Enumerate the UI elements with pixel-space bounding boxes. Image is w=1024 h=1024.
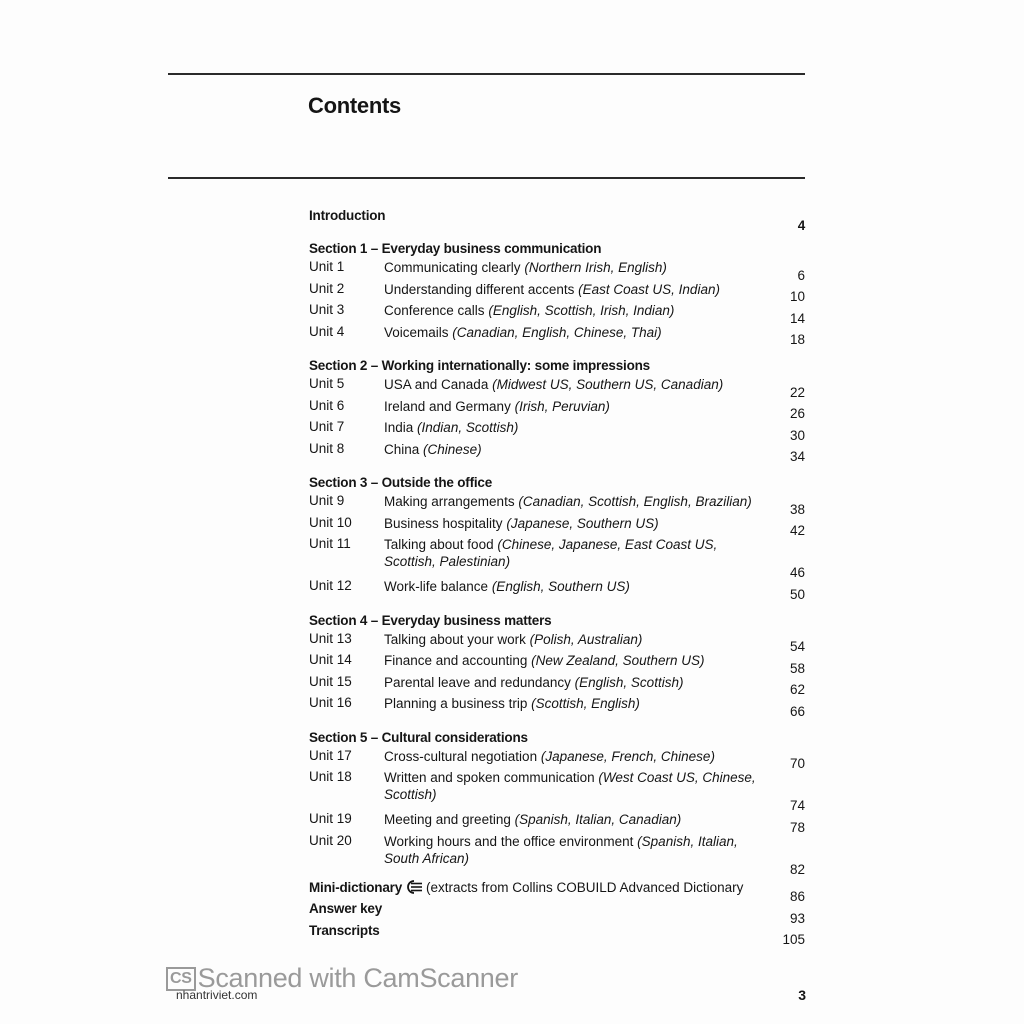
toc-unit-row bbox=[309, 747, 809, 769]
unit-label: Unit 8 bbox=[309, 440, 345, 456]
top-rule bbox=[168, 73, 805, 75]
unit-label: Unit 4 bbox=[309, 323, 345, 339]
page-ref: 26 bbox=[789, 406, 805, 421]
unit-label: Unit 3 bbox=[309, 302, 345, 317]
unit-topic: Conference calls bbox=[384, 303, 485, 318]
toc-unit-row bbox=[309, 577, 809, 602]
toc-unit-row bbox=[309, 673, 809, 695]
section-heading: Section 1 – Everyday business communication bbox=[309, 241, 602, 256]
toc-unit-row bbox=[309, 397, 809, 419]
page-ref: 18 bbox=[789, 332, 805, 347]
unit-accents: (English, Scottish, Irish, Indian) bbox=[488, 303, 675, 318]
unit-accents: (Midwest US, Southern US, Canadian) bbox=[492, 377, 724, 392]
unit-accents: (Northern Irish, English) bbox=[524, 260, 667, 275]
unit-topic: Finance and accounting bbox=[384, 653, 528, 668]
section-heading: Section 2 – Working internationally: some impressions bbox=[309, 358, 650, 373]
unit-label: Unit 1 bbox=[309, 259, 345, 274]
page-ref: 34 bbox=[789, 449, 805, 464]
page-ref: 14 bbox=[789, 310, 805, 326]
toc-unit-row bbox=[309, 323, 809, 345]
page-ref: 93 bbox=[789, 910, 805, 926]
toc-unit-row bbox=[309, 440, 809, 462]
page-title: Contents bbox=[308, 93, 401, 118]
watermark-text: Scanned with CamScanner bbox=[197, 963, 518, 993]
section-heading: Section 5 – Cultural considerations bbox=[309, 729, 528, 745]
unit-label: Unit 16 bbox=[309, 695, 352, 710]
page-ref: 62 bbox=[789, 682, 805, 697]
unit-accents: (New Zealand, Southern US) bbox=[531, 653, 705, 668]
unit-topic: Meeting and greeting bbox=[384, 812, 511, 827]
unit-accents: (Spanish, Italian, South African) bbox=[384, 833, 738, 866]
unit-accents: (Canadian, English, Chinese, Thai) bbox=[452, 324, 662, 340]
unit-accents: (Canadian, Scottish, English, Brazilian) bbox=[518, 494, 752, 509]
page-ref: 66 bbox=[789, 703, 805, 719]
toc-mini-dictionary bbox=[309, 880, 809, 902]
table-of-contents bbox=[309, 208, 809, 947]
page-ref: 54 bbox=[789, 639, 805, 654]
page-ref: 58 bbox=[789, 660, 805, 676]
page-ref: 22 bbox=[789, 384, 805, 400]
page-ref: 42 bbox=[789, 523, 805, 538]
unit-topic: Communicating clearly bbox=[384, 260, 521, 275]
page-ref: 86 bbox=[789, 889, 805, 904]
title-rule bbox=[168, 177, 805, 179]
unit-topic: Business hospitality bbox=[384, 515, 503, 531]
page-ref: 6 bbox=[797, 267, 805, 283]
unit-label: Unit 9 bbox=[309, 493, 345, 508]
toc-unit-row bbox=[309, 258, 809, 283]
unit-label: Unit 14 bbox=[309, 652, 352, 667]
unit-label: Unit 6 bbox=[309, 397, 345, 413]
unit-accents: (Polish, Australian) bbox=[529, 631, 643, 647]
toc-unit-row bbox=[309, 280, 809, 302]
page-ref: 30 bbox=[789, 427, 805, 443]
unit-accents: (Irish, Peruvian) bbox=[514, 398, 610, 414]
toc-unit-row bbox=[309, 492, 809, 517]
mini-dictionary-label: Mini-dictionary bbox=[309, 879, 403, 895]
unit-label: Unit 19 bbox=[309, 811, 352, 826]
unit-topic: Written and spoken communication bbox=[384, 770, 595, 785]
unit-topic: Understanding different accents bbox=[384, 281, 575, 297]
unit-accents: (Chinese) bbox=[423, 441, 482, 457]
section-heading: Section 3 – Outside the office bbox=[309, 475, 493, 490]
page-ref: 46 bbox=[789, 565, 805, 580]
unit-label: Unit 5 bbox=[309, 376, 345, 391]
page-ref: 70 bbox=[789, 756, 805, 771]
unit-accents: (Japanese, French, Chinese) bbox=[540, 748, 715, 764]
unit-label: Unit 20 bbox=[309, 832, 352, 848]
unit-topic: Making arrangements bbox=[384, 494, 515, 509]
unit-accents: (Spanish, Italian, Canadian) bbox=[514, 812, 682, 827]
toc-transcripts bbox=[309, 923, 809, 945]
camscanner-logo: CS bbox=[166, 967, 196, 991]
toc-unit-row bbox=[309, 630, 809, 652]
page-ref: 82 bbox=[789, 861, 805, 877]
unit-label: Unit 7 bbox=[309, 419, 345, 434]
unit-label: Unit 2 bbox=[309, 280, 345, 296]
page-ref: 50 bbox=[789, 586, 805, 602]
page-number: 3 bbox=[798, 987, 806, 1003]
introduction-label: Introduction bbox=[309, 208, 386, 223]
page-ref: 38 bbox=[789, 501, 805, 517]
answer-key-label: Answer key bbox=[309, 901, 383, 916]
unit-topic: Cross-cultural negotiation bbox=[384, 748, 538, 764]
unit-topic: Planning a business trip bbox=[384, 696, 528, 711]
unit-accents: (Chinese, Japanese, East Coast US, Scottish, Palestinian) bbox=[384, 537, 718, 569]
section-heading: Section 4 – Everyday business matters bbox=[309, 612, 552, 628]
page-ref: 105 bbox=[782, 932, 805, 947]
unit-label: Unit 17 bbox=[309, 747, 352, 763]
page-ref: 78 bbox=[789, 819, 805, 835]
toc-unit-row bbox=[309, 418, 809, 443]
mini-dictionary-extract: (extracts from Collins COBUILD Advanced Dictionary bbox=[426, 879, 744, 895]
unit-topic: Work-life balance bbox=[384, 579, 489, 594]
unit-topic: Voicemails bbox=[384, 324, 449, 340]
dictionary-icon bbox=[405, 880, 423, 897]
toc-unit-row bbox=[309, 301, 809, 326]
toc-introduction bbox=[309, 208, 809, 233]
unit-label: Unit 10 bbox=[309, 514, 352, 530]
unit-topic: Talking about your work bbox=[384, 631, 526, 647]
toc-unit-row bbox=[309, 651, 809, 676]
toc-unit-row bbox=[309, 375, 809, 400]
unit-label: Unit 18 bbox=[309, 769, 352, 784]
transcripts-label: Transcripts bbox=[309, 922, 380, 938]
unit-topic: China bbox=[384, 441, 420, 457]
unit-label: Unit 12 bbox=[309, 578, 352, 593]
unit-topic: Ireland and Germany bbox=[384, 398, 511, 414]
unit-accents: (East Coast US, Indian) bbox=[578, 281, 720, 297]
toc-unit-row bbox=[309, 768, 809, 813]
toc-unit-row bbox=[309, 832, 809, 877]
unit-topic: USA and Canada bbox=[384, 377, 489, 392]
page-ref: 10 bbox=[789, 289, 805, 304]
unit-label: Unit 15 bbox=[309, 673, 352, 689]
page-ref: 4 bbox=[797, 218, 805, 233]
unit-accents: (Scottish, English) bbox=[531, 696, 640, 711]
unit-topic: Parental leave and redundancy bbox=[384, 674, 571, 690]
site-url: nhantriviet.com bbox=[176, 988, 258, 1002]
unit-topic: India bbox=[384, 420, 414, 435]
unit-accents: (Japanese, Southern US) bbox=[506, 515, 659, 531]
unit-topic: Talking about food bbox=[384, 537, 494, 552]
toc-answer-key bbox=[309, 901, 809, 926]
toc-unit-row bbox=[309, 535, 809, 580]
toc-unit-row bbox=[309, 514, 809, 536]
unit-accents: (West Coast US, Chinese, Scottish) bbox=[384, 770, 756, 802]
unit-accents: (English, Scottish) bbox=[574, 674, 684, 690]
unit-topic: Working hours and the office environment bbox=[384, 833, 634, 849]
unit-accents: (English, Southern US) bbox=[491, 579, 630, 594]
toc-unit-row bbox=[309, 810, 809, 835]
unit-label: Unit 11 bbox=[309, 536, 351, 551]
unit-label: Unit 13 bbox=[309, 630, 352, 646]
unit-accents: (Indian, Scottish) bbox=[417, 420, 519, 435]
page-ref: 74 bbox=[789, 798, 805, 813]
toc-unit-row bbox=[309, 694, 809, 719]
